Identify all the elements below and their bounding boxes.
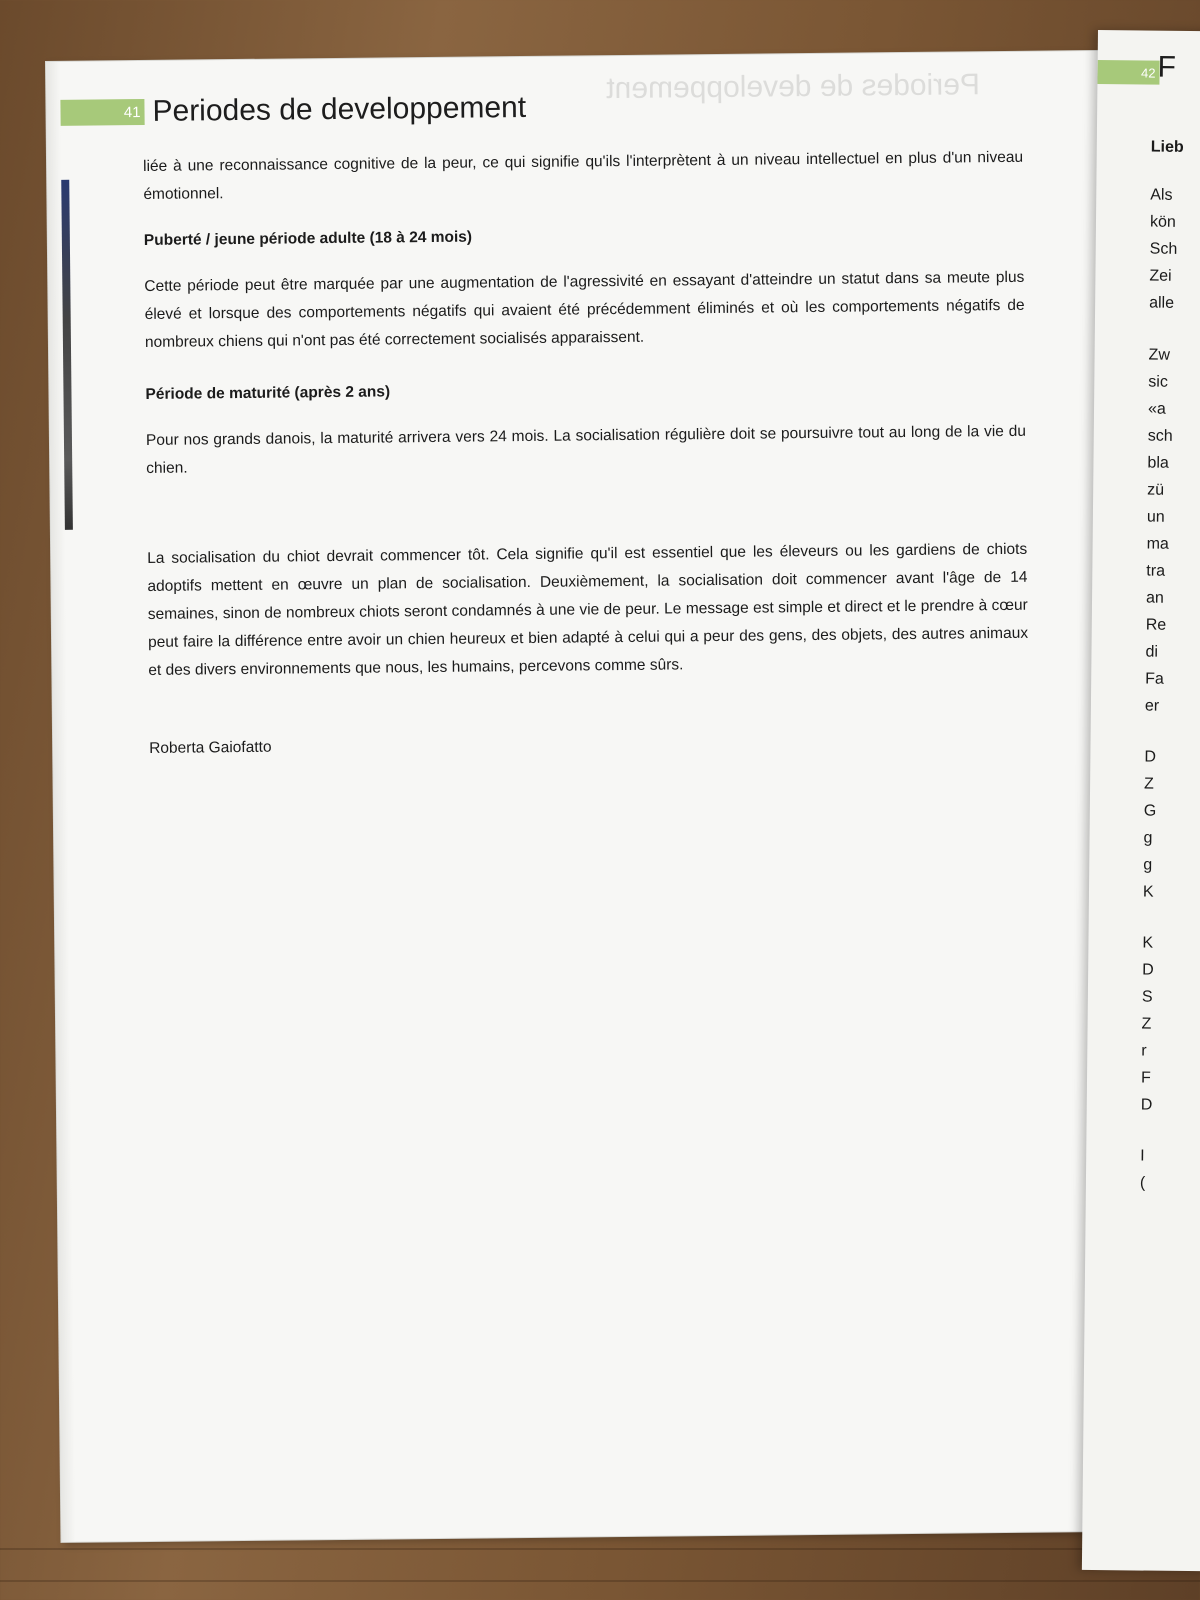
right-page-text-fragment: ( bbox=[1139, 1174, 1146, 1192]
show-through-title: Periodes de developpement bbox=[606, 68, 981, 106]
right-page-title-fragment: F bbox=[1157, 50, 1177, 84]
right-page-text-fragment: er bbox=[1144, 697, 1160, 715]
puberty-heading: Puberté / jeune période adulte (18 à 24 mois) bbox=[143, 228, 473, 249]
right-page-text-fragment: «a bbox=[1147, 400, 1166, 418]
right-page-text-fragment: di bbox=[1145, 643, 1159, 661]
right-page-text-fragment: D bbox=[1140, 1096, 1153, 1114]
right-page-text-fragment: G bbox=[1143, 802, 1157, 820]
maturity-paragraph: Pour nos grands danois, la maturité arrivera vers 24 mois. La socialisation régulière doit se poursuivre tout au long de la vie du chien. bbox=[145, 422, 1027, 477]
conclusion-paragraph: La socialisation du chiot devrait commencer tôt. Cela signifie qu'il est essentiel que les éleveurs ou les gardiens de chiots adoptifs mettent en œuvre un plan de socialisation. Deuxièmement, la socialisation doit commencer avant l'âge de 14 semaines, sinon de nombreux chiots seront condamnés à une vie de peur. Le message est simple et direct et le prendre à cœur peut faire la différence entre avoir un chien heureux et bien adapté à celui qui a peur des gens, des objets, des autres animaux et des divers environnements que nous, les humains, percevons comme sûrs. bbox=[147, 540, 1029, 679]
right-page-text-fragment: K bbox=[1142, 883, 1154, 901]
page-header bbox=[60, 91, 526, 130]
right-page-text-fragment: sic bbox=[1148, 373, 1168, 391]
page-number-badge: 41 bbox=[60, 99, 144, 126]
right-page-text-fragment: bla bbox=[1147, 454, 1169, 472]
intro-paragraph: liée à une reconnaissance cognitive de la peur, ce qui signifie qu'ils l'interprètent à un niveau intellectuel en plus d'un niveau émotionnel. bbox=[143, 148, 1024, 203]
right-page-text-fragment: Sch bbox=[1149, 240, 1178, 258]
author-name: Roberta Gaiofatto bbox=[149, 738, 272, 757]
right-page-text-fragment: Lieb bbox=[1150, 138, 1184, 156]
right-page-text-fragment: Zw bbox=[1148, 346, 1171, 364]
right-page-text-fragment: un bbox=[1146, 508, 1165, 526]
right-page-text-fragment: Re bbox=[1145, 616, 1167, 634]
right-page-text-fragment: F bbox=[1140, 1069, 1151, 1087]
right-page-text-fragment: alle bbox=[1149, 294, 1175, 312]
puberty-paragraph: Cette période peut être marquée par une augmentation de l'agressivité en essayant d'atteindre un statut dans sa meute plus élevé et lorsque des comportements négatifs qui avaient été précédemment éliminés et où les comportements négatifs de nombreux chiens qui n'ont pas été correctement socialisés apparaissent. bbox=[144, 268, 1025, 351]
right-page-text-fragment: Z bbox=[1141, 1015, 1152, 1033]
right-page-text-fragment: I bbox=[1140, 1147, 1145, 1165]
maturity-heading: Période de maturité (après 2 ans) bbox=[145, 383, 391, 403]
right-page-text-fragment: K bbox=[1142, 934, 1154, 952]
page-number-badge-right: 42 bbox=[1097, 60, 1159, 85]
right-page-text-fragment: g bbox=[1143, 829, 1153, 847]
right-page-text-fragment: tra bbox=[1146, 562, 1166, 580]
right-page-text-fragment: S bbox=[1141, 988, 1153, 1006]
right-page-text-fragment: D bbox=[1144, 748, 1157, 766]
right-page-text-fragment: kön bbox=[1149, 213, 1176, 231]
article-body bbox=[143, 144, 1029, 763]
right-page-text-fragment: g bbox=[1143, 856, 1153, 874]
right-page-text-fragment: ma bbox=[1146, 535, 1169, 553]
right-page-text-fragment: Als bbox=[1150, 186, 1173, 204]
right-page-text-fragment: Z bbox=[1144, 775, 1154, 793]
right-page-text-fragment: sch bbox=[1147, 427, 1173, 445]
right-page-text-fragment: D bbox=[1142, 961, 1154, 979]
page-edge bbox=[46, 62, 75, 1542]
right-page-text-fragment: r bbox=[1141, 1042, 1147, 1060]
right-page-text-fragment: Zei bbox=[1149, 267, 1172, 285]
left-page bbox=[46, 51, 1131, 1542]
right-page-text-fragment: zü bbox=[1147, 481, 1165, 499]
right-page bbox=[1082, 30, 1200, 1571]
page-title: Periodes de developpement bbox=[152, 90, 527, 128]
right-page-text-fragment: Fa bbox=[1145, 670, 1164, 688]
right-page-text-fragment: an bbox=[1145, 589, 1164, 607]
